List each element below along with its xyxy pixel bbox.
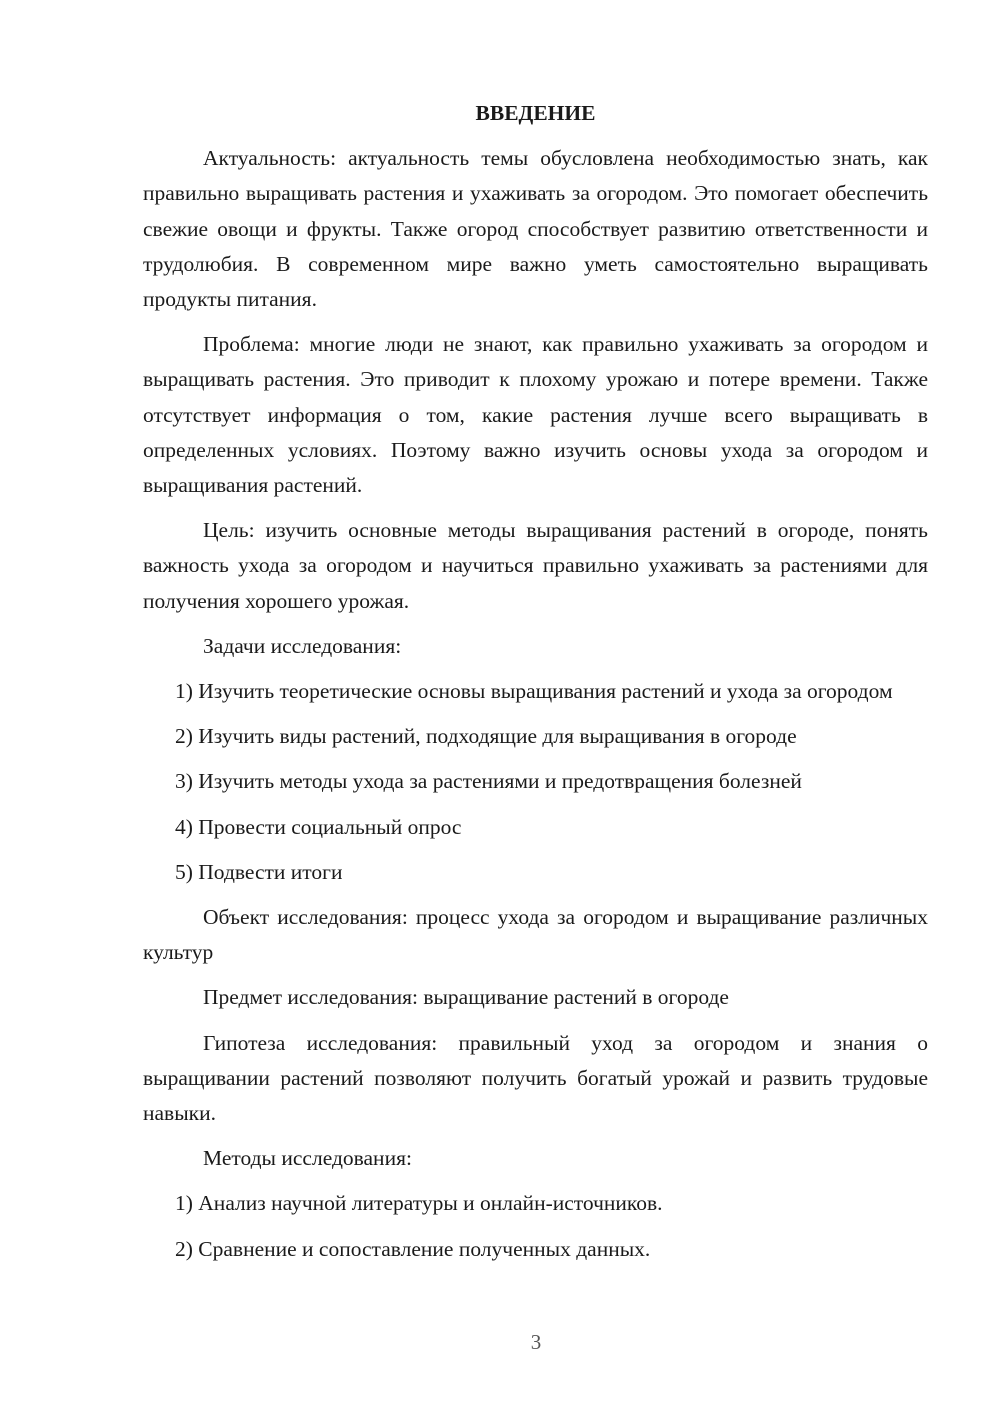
hypothesis-paragraph: Гипотеза исследования: правильный уход за огородом и знания о выращивании растений позволяют получить богатый урожай и развить трудовые навыки.	[143, 1030, 928, 1126]
task-item-5: 5) Подвести итоги	[175, 859, 343, 884]
page-number: 3	[530, 1330, 542, 1354]
subject-paragraph: Предмет исследования: выращивание растений в огороде	[203, 985, 729, 1010]
task-item-1: 1) Изучить теоретические основы выращивания растений и ухода за огородом	[175, 679, 893, 704]
method-item-1: 1) Анализ научной литературы и онлайн-источников.	[175, 1191, 663, 1216]
task-item-4: 4) Провести социальный опрос	[175, 814, 462, 839]
task-item-3: 3) Изучить методы ухода за растениями и предотвращения болезней	[175, 769, 802, 794]
object-paragraph: Объект исследования: процесс ухода за огородом и выращивание различных культур	[143, 905, 928, 965]
methods-heading: Методы исследования:	[203, 1146, 412, 1171]
relevance-paragraph: Актуальность: актуальность темы обусловлена необходимостью знать, как правильно выращивать растения и ухаживать за огородом. Это помогает обеспечить свежие овощи и фрукты. Также огород способствует развитию ответственности и трудолюбия. В современном мире важно уметь самостоятельно выращивать продукты питания.	[143, 146, 928, 312]
problem-paragraph: Проблема: многие люди не знают, как правильно ухаживать за огородом и выращивать растения. Это приводит к плохому урожаю и потере времени. Также отсутствует информация о том, какие растения лучше всего выращивать в определенных условиях. Поэтому важно изучить основы ухода за огородом и выращивания растений.	[143, 332, 928, 498]
document-title: ВВЕДЕНИЕ	[475, 101, 596, 125]
method-item-2: 2) Сравнение и сопоставление полученных данных.	[175, 1236, 651, 1261]
task-item-2: 2) Изучить виды растений, подходящие для выращивания в огороде	[175, 724, 797, 749]
tasks-heading: Задачи исследования:	[203, 633, 402, 658]
document-page	[143, 96, 928, 1277]
goal-paragraph: Цель: изучить основные методы выращивания растений в огороде, понять важность ухода за огородом и научиться правильно ухаживать за растениями для получения хорошего урожая.	[143, 518, 928, 613]
